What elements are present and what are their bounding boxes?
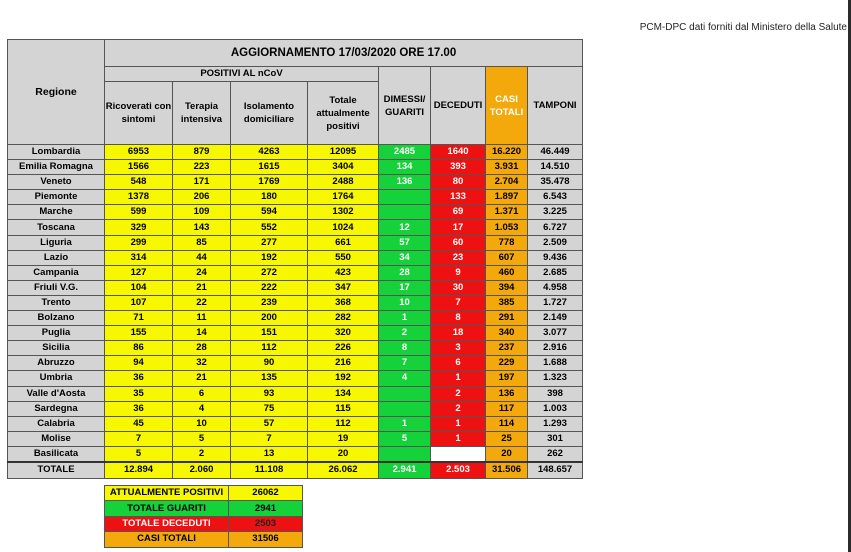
table-row bbox=[8, 145, 583, 160]
cell-deceduti: 1 bbox=[431, 416, 486, 431]
header-regione: Regione bbox=[8, 40, 105, 145]
cell-isolamento: 272 bbox=[231, 265, 308, 280]
cell-isolamento: 222 bbox=[231, 280, 308, 295]
cell-ricoverati: 155 bbox=[105, 326, 173, 341]
cell-terapia: 85 bbox=[173, 235, 231, 250]
cell-totale: 12095 bbox=[308, 145, 379, 160]
cell-dimessi: 17 bbox=[379, 280, 431, 295]
cell-totale: 1764 bbox=[308, 190, 379, 205]
cell-tamponi: 262 bbox=[528, 446, 583, 462]
totals-row bbox=[8, 462, 583, 479]
cell-region: Calabria bbox=[8, 416, 105, 431]
cell-ricoverati: 36 bbox=[105, 401, 173, 416]
cell-deceduti: 7 bbox=[431, 295, 486, 310]
cell-totale: 347 bbox=[308, 280, 379, 295]
summary-label: TOTALE DECEDUTI bbox=[105, 516, 229, 531]
cell-casi: 460 bbox=[486, 265, 528, 280]
cell-terapia: 171 bbox=[173, 175, 231, 190]
cell-deceduti: 1 bbox=[431, 431, 486, 446]
header-dimessi: DIMESSI/ GUARITI bbox=[379, 67, 431, 145]
cell-dimessi: 57 bbox=[379, 235, 431, 250]
cell-dimessi: 7 bbox=[379, 356, 431, 371]
cell-region: Basilicata bbox=[8, 446, 105, 462]
cell-dimessi bbox=[379, 386, 431, 401]
table-row bbox=[8, 190, 583, 205]
cell-casi: 1.053 bbox=[486, 220, 528, 235]
summary-label: CASI TOTALI bbox=[105, 532, 229, 547]
header-ricoverati: Ricoverati con sintomi bbox=[105, 82, 173, 145]
cell-region: Piemonte bbox=[8, 190, 105, 205]
cell-terapia: 109 bbox=[173, 205, 231, 220]
cell-totale: 320 bbox=[308, 326, 379, 341]
cell-tamponi: 4.958 bbox=[528, 280, 583, 295]
cell-ricoverati: 5 bbox=[105, 446, 173, 462]
cell-deceduti: 1640 bbox=[431, 145, 486, 160]
cell-dimessi: 1 bbox=[379, 416, 431, 431]
cell-isolamento: 7 bbox=[231, 431, 308, 446]
regional-data-table bbox=[7, 39, 583, 479]
cell-casi: 25 bbox=[486, 431, 528, 446]
cell-terapia: 4 bbox=[173, 401, 231, 416]
cell-deceduti: 393 bbox=[431, 160, 486, 175]
summary-value: 26062 bbox=[229, 486, 303, 501]
cell-terapia: 223 bbox=[173, 160, 231, 175]
cell-region: Liguria bbox=[8, 235, 105, 250]
cell-totale: 282 bbox=[308, 311, 379, 326]
cell-casi: 229 bbox=[486, 356, 528, 371]
cell-deceduti: 3 bbox=[431, 341, 486, 356]
cell-casi: 136 bbox=[486, 386, 528, 401]
cell-deceduti: 9 bbox=[431, 265, 486, 280]
table-row bbox=[8, 386, 583, 401]
cell-tamponi: 1.688 bbox=[528, 356, 583, 371]
table-row bbox=[8, 401, 583, 416]
cell-isolamento: 151 bbox=[231, 326, 308, 341]
cell-totale: 423 bbox=[308, 265, 379, 280]
total-casi: 31.506 bbox=[486, 462, 528, 479]
cell-tamponi: 2.685 bbox=[528, 265, 583, 280]
cell-region: Toscana bbox=[8, 220, 105, 235]
table-row bbox=[8, 311, 583, 326]
summary-row-positivi bbox=[105, 486, 303, 501]
cell-totale: 20 bbox=[308, 446, 379, 462]
cell-terapia: 11 bbox=[173, 311, 231, 326]
cell-casi: 385 bbox=[486, 295, 528, 310]
summary-row-casi bbox=[105, 532, 303, 547]
header-terapia: Terapia intensiva bbox=[173, 82, 231, 145]
cell-ricoverati: 107 bbox=[105, 295, 173, 310]
cell-ricoverati: 329 bbox=[105, 220, 173, 235]
cell-terapia: 10 bbox=[173, 416, 231, 431]
cell-dimessi: 12 bbox=[379, 220, 431, 235]
total-terapia: 2.060 bbox=[173, 462, 231, 479]
cell-isolamento: 13 bbox=[231, 446, 308, 462]
total-positivi: 26.062 bbox=[308, 462, 379, 479]
summary-row-deceduti bbox=[105, 516, 303, 531]
cell-totale: 192 bbox=[308, 371, 379, 386]
cell-dimessi bbox=[379, 190, 431, 205]
cell-casi: 237 bbox=[486, 341, 528, 356]
cell-region: Bolzano bbox=[8, 311, 105, 326]
header-totale-positivi: Totale attualmente positivi bbox=[308, 82, 379, 145]
cell-dimessi: 134 bbox=[379, 160, 431, 175]
cell-ricoverati: 599 bbox=[105, 205, 173, 220]
cell-region: Abruzzo bbox=[8, 356, 105, 371]
cell-region: Molise bbox=[8, 431, 105, 446]
cell-casi: 117 bbox=[486, 401, 528, 416]
cell-totale: 112 bbox=[308, 416, 379, 431]
cell-casi: 16.220 bbox=[486, 145, 528, 160]
cell-terapia: 44 bbox=[173, 250, 231, 265]
table-row bbox=[8, 280, 583, 295]
cell-tamponi: 1.323 bbox=[528, 371, 583, 386]
cell-deceduti bbox=[431, 446, 486, 462]
table-row bbox=[8, 265, 583, 280]
cell-totale: 550 bbox=[308, 250, 379, 265]
cell-deceduti: 2 bbox=[431, 401, 486, 416]
cell-tamponi: 1.293 bbox=[528, 416, 583, 431]
cell-dimessi: 10 bbox=[379, 295, 431, 310]
cell-casi: 607 bbox=[486, 250, 528, 265]
cell-terapia: 32 bbox=[173, 356, 231, 371]
cell-ricoverati: 1378 bbox=[105, 190, 173, 205]
summary-table bbox=[104, 485, 303, 548]
table-row bbox=[8, 416, 583, 431]
table-row bbox=[8, 326, 583, 341]
cell-isolamento: 4263 bbox=[231, 145, 308, 160]
cell-totale: 115 bbox=[308, 401, 379, 416]
cell-region: Lazio bbox=[8, 250, 105, 265]
total-dimessi: 2.941 bbox=[379, 462, 431, 479]
cell-isolamento: 192 bbox=[231, 250, 308, 265]
totals-label: TOTALE bbox=[8, 462, 105, 479]
cell-deceduti: 69 bbox=[431, 205, 486, 220]
table-row bbox=[8, 431, 583, 446]
cell-region: Marche bbox=[8, 205, 105, 220]
cell-dimessi: 2 bbox=[379, 326, 431, 341]
table-body bbox=[8, 145, 583, 479]
cell-tamponi: 1.003 bbox=[528, 401, 583, 416]
cell-deceduti: 133 bbox=[431, 190, 486, 205]
cell-isolamento: 93 bbox=[231, 386, 308, 401]
table-row bbox=[8, 220, 583, 235]
cell-isolamento: 552 bbox=[231, 220, 308, 235]
header-tamponi: TAMPONI bbox=[528, 67, 583, 145]
cell-ricoverati: 35 bbox=[105, 386, 173, 401]
header-casi-label: CASI TOTALI bbox=[489, 93, 524, 118]
cell-region: Friuli V.G. bbox=[8, 280, 105, 295]
cell-casi: 114 bbox=[486, 416, 528, 431]
cell-ricoverati: 548 bbox=[105, 175, 173, 190]
cell-terapia: 6 bbox=[173, 386, 231, 401]
cell-dimessi: 34 bbox=[379, 250, 431, 265]
cell-totale: 226 bbox=[308, 341, 379, 356]
cell-tamponi: 6.543 bbox=[528, 190, 583, 205]
cell-dimessi bbox=[379, 205, 431, 220]
table-row bbox=[8, 175, 583, 190]
cell-totale: 134 bbox=[308, 386, 379, 401]
total-isolamento: 11.108 bbox=[231, 462, 308, 479]
cell-terapia: 22 bbox=[173, 295, 231, 310]
cell-isolamento: 594 bbox=[231, 205, 308, 220]
total-ricoverati: 12.894 bbox=[105, 462, 173, 479]
cell-ricoverati: 127 bbox=[105, 265, 173, 280]
cell-tamponi: 3.077 bbox=[528, 326, 583, 341]
cell-isolamento: 180 bbox=[231, 190, 308, 205]
cell-terapia: 24 bbox=[173, 265, 231, 280]
cell-tamponi: 398 bbox=[528, 386, 583, 401]
cell-isolamento: 135 bbox=[231, 371, 308, 386]
cell-dimessi: 1 bbox=[379, 311, 431, 326]
cell-casi: 1.897 bbox=[486, 190, 528, 205]
cell-tamponi: 35.478 bbox=[528, 175, 583, 190]
cell-terapia: 879 bbox=[173, 145, 231, 160]
table-row bbox=[8, 371, 583, 386]
cell-totale: 661 bbox=[308, 235, 379, 250]
table-row bbox=[8, 356, 583, 371]
cell-ricoverati: 1566 bbox=[105, 160, 173, 175]
header-casi-totali bbox=[486, 67, 528, 145]
cell-ricoverati: 36 bbox=[105, 371, 173, 386]
cell-isolamento: 1769 bbox=[231, 175, 308, 190]
cell-casi: 394 bbox=[486, 280, 528, 295]
cell-dimessi: 4 bbox=[379, 371, 431, 386]
cell-terapia: 21 bbox=[173, 280, 231, 295]
cell-ricoverati: 7 bbox=[105, 431, 173, 446]
cell-deceduti: 1 bbox=[431, 371, 486, 386]
table-row bbox=[8, 250, 583, 265]
cell-region: Puglia bbox=[8, 326, 105, 341]
cell-deceduti: 80 bbox=[431, 175, 486, 190]
cell-isolamento: 239 bbox=[231, 295, 308, 310]
cell-isolamento: 277 bbox=[231, 235, 308, 250]
cell-casi: 291 bbox=[486, 311, 528, 326]
total-deceduti: 2.503 bbox=[431, 462, 486, 479]
cell-ricoverati: 104 bbox=[105, 280, 173, 295]
cell-region: Trento bbox=[8, 295, 105, 310]
cell-ricoverati: 86 bbox=[105, 341, 173, 356]
cell-region: Sicilia bbox=[8, 341, 105, 356]
cell-dimessi: 136 bbox=[379, 175, 431, 190]
cell-terapia: 143 bbox=[173, 220, 231, 235]
cell-isolamento: 200 bbox=[231, 311, 308, 326]
cell-deceduti: 18 bbox=[431, 326, 486, 341]
table-row bbox=[8, 341, 583, 356]
cell-casi: 1.371 bbox=[486, 205, 528, 220]
cell-dimessi: 5 bbox=[379, 431, 431, 446]
table-row bbox=[8, 160, 583, 175]
summary-label: ATTUALMENTE POSITIVI bbox=[105, 486, 229, 501]
cell-totale: 216 bbox=[308, 356, 379, 371]
cell-region: Umbria bbox=[8, 371, 105, 386]
cell-tamponi: 6.727 bbox=[528, 220, 583, 235]
cell-region: Emilia Romagna bbox=[8, 160, 105, 175]
cell-isolamento: 75 bbox=[231, 401, 308, 416]
cell-tamponi: 3.225 bbox=[528, 205, 583, 220]
cell-terapia: 14 bbox=[173, 326, 231, 341]
cell-totale: 19 bbox=[308, 431, 379, 446]
cell-tamponi: 46.449 bbox=[528, 145, 583, 160]
summary-value: 2941 bbox=[229, 501, 303, 516]
table-row bbox=[8, 295, 583, 310]
cell-terapia: 206 bbox=[173, 190, 231, 205]
cell-totale: 2488 bbox=[308, 175, 379, 190]
cell-terapia: 28 bbox=[173, 341, 231, 356]
cell-tamponi: 2.509 bbox=[528, 235, 583, 250]
cell-dimessi: 28 bbox=[379, 265, 431, 280]
cell-tamponi: 301 bbox=[528, 431, 583, 446]
cell-tamponi: 9.436 bbox=[528, 250, 583, 265]
table-row bbox=[8, 205, 583, 220]
cell-totale: 3404 bbox=[308, 160, 379, 175]
cell-tamponi: 2.916 bbox=[528, 341, 583, 356]
cell-totale: 1024 bbox=[308, 220, 379, 235]
cell-dimessi: 2485 bbox=[379, 145, 431, 160]
cell-deceduti: 8 bbox=[431, 311, 486, 326]
summary-value: 2503 bbox=[229, 516, 303, 531]
cell-region: Valle d'Aosta bbox=[8, 386, 105, 401]
cell-dimessi bbox=[379, 401, 431, 416]
cell-casi: 2.704 bbox=[486, 175, 528, 190]
cell-casi: 340 bbox=[486, 326, 528, 341]
summary-row-guariti bbox=[105, 501, 303, 516]
cell-deceduti: 30 bbox=[431, 280, 486, 295]
table-title: AGGIORNAMENTO 17/03/2020 ORE 17.00 bbox=[105, 40, 583, 67]
cell-isolamento: 57 bbox=[231, 416, 308, 431]
cell-terapia: 2 bbox=[173, 446, 231, 462]
cell-totale: 368 bbox=[308, 295, 379, 310]
source-note: PCM-DPC dati forniti dal Ministero della Salute bbox=[639, 22, 847, 33]
cell-ricoverati: 314 bbox=[105, 250, 173, 265]
header-deceduti: DECEDUTI bbox=[431, 67, 486, 145]
header-isolamento: Isolamento domiciliare bbox=[231, 82, 308, 145]
cell-isolamento: 112 bbox=[231, 341, 308, 356]
cell-tamponi: 14.510 bbox=[528, 160, 583, 175]
cell-tamponi: 2.149 bbox=[528, 311, 583, 326]
cell-dimessi: 8 bbox=[379, 341, 431, 356]
table-row bbox=[8, 235, 583, 250]
cell-terapia: 5 bbox=[173, 431, 231, 446]
cell-casi: 197 bbox=[486, 371, 528, 386]
cell-deceduti: 6 bbox=[431, 356, 486, 371]
cell-casi: 20 bbox=[486, 446, 528, 462]
total-tamponi: 148.657 bbox=[528, 462, 583, 479]
cell-ricoverati: 45 bbox=[105, 416, 173, 431]
cell-totale: 1302 bbox=[308, 205, 379, 220]
cell-ricoverati: 299 bbox=[105, 235, 173, 250]
cell-ricoverati: 94 bbox=[105, 356, 173, 371]
cell-casi: 3.931 bbox=[486, 160, 528, 175]
cell-ricoverati: 71 bbox=[105, 311, 173, 326]
cell-deceduti: 60 bbox=[431, 235, 486, 250]
cell-isolamento: 1615 bbox=[231, 160, 308, 175]
cell-deceduti: 2 bbox=[431, 386, 486, 401]
summary-label: TOTALE GUARITI bbox=[105, 501, 229, 516]
cell-region: Campania bbox=[8, 265, 105, 280]
cell-terapia: 21 bbox=[173, 371, 231, 386]
cell-isolamento: 90 bbox=[231, 356, 308, 371]
cell-region: Veneto bbox=[8, 175, 105, 190]
cell-dimessi bbox=[379, 446, 431, 462]
table-row bbox=[8, 446, 583, 462]
cell-ricoverati: 6953 bbox=[105, 145, 173, 160]
cell-tamponi: 1.727 bbox=[528, 295, 583, 310]
summary-value: 31506 bbox=[229, 532, 303, 547]
header-positivi-group: POSITIVI AL nCoV bbox=[105, 67, 379, 82]
cell-casi: 778 bbox=[486, 235, 528, 250]
cell-deceduti: 23 bbox=[431, 250, 486, 265]
cell-deceduti: 17 bbox=[431, 220, 486, 235]
cell-region: Sardegna bbox=[8, 401, 105, 416]
cell-region: Lombardia bbox=[8, 145, 105, 160]
